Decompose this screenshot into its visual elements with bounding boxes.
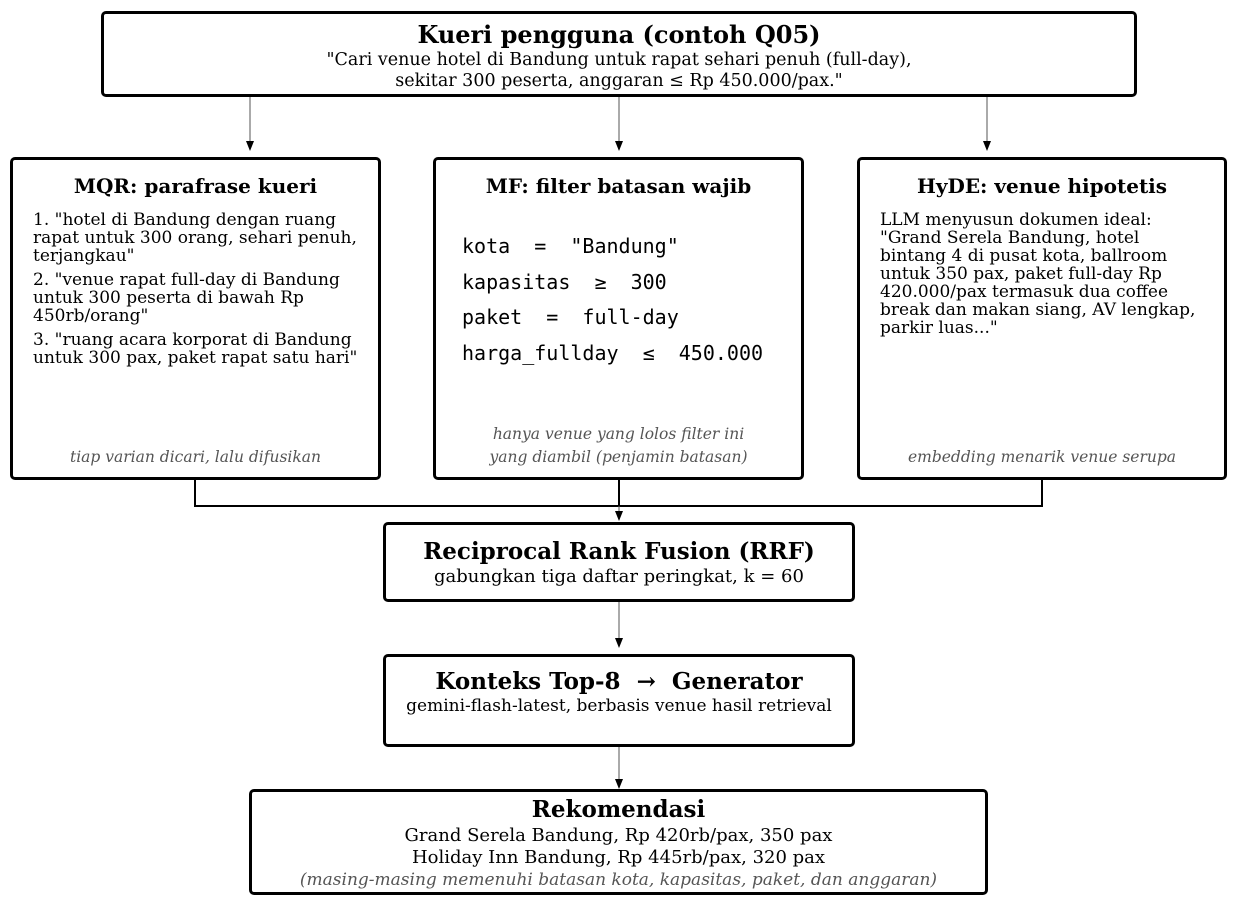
result-note: (masing-masing memenuhi batasan kota, kapasitas, paket, dan anggaran) [299,870,938,890]
mqr-variant-3: 3. "ruang acara korporat di Bandung untuk 300 pax, paket rapat satu hari" [33,330,358,368]
query-line-1: "Cari venue hotel di Bandung untuk rapat sehari penuh (full-day), [326,50,912,70]
hyde-note: embedding menarik venue serupa [907,448,1177,466]
hyde-title: HyDE: venue hipotetis [916,174,1168,198]
mqr-variant-1: 1. "hotel di Bandung dengan ruang rapat untuk 300 orang, sehari penuh, terjangkau" [33,210,357,266]
query-title: Kueri pengguna (contoh Q05) [417,20,821,49]
mf-filter-package: paket = full-day [462,305,679,329]
mf-note-line-1: hanya venue yang lolos filter ini [492,425,745,443]
result-line-1: Grand Serela Bandung, Rp 420rb/pax, 350 pax [404,825,833,846]
mf-filter-capacity: kapasitas ≥ 300 [462,269,667,294]
mf-note-line-2: yang diambil (penjamin batasan) [489,448,748,466]
rrf-subtitle: gabungkan tiga daftar peringkat, k = 60 [434,566,804,587]
query-line-2: sekitar 300 peserta, anggaran ≤ Rp 450.000/pax." [395,71,843,91]
mf-title: MF: filter batasan wajib [485,174,752,198]
query-box [101,11,1137,97]
generator-title: Konteks Top-8 → Generator [435,668,803,695]
result-title: Rekomendasi [531,796,706,823]
result-line-2: Holiday Inn Bandung, Rp 445rb/pax, 320 pax [411,847,826,868]
mqr-variant-list [13,211,378,367]
mf-box [433,157,804,480]
hyde-hypothetical-document: LLM menyusun dokumen ideal: "Grand Serela Bandung, hotel bintang 4 di pusat kota, ballroom untuk 350 pax, paket full-day Rp 420.000/pax termasuk dua coffee break dan makan siang, AV lengkap, parkir luas..." [880,210,1196,338]
mqr-title: MQR: parafrase kueri [73,174,318,198]
generator-box [383,654,855,747]
mqr-variant-2: 2. "venue rapat full-day di Bandung untuk 300 peserta di bawah Rp 450rb/orang" [33,270,340,326]
mf-filter-price: harga_fullday ≤ 450.000 [462,340,764,365]
mf-filter-list [436,229,801,371]
hyde-box [857,157,1227,480]
mqr-note: tiap varian dicari, lalu difusikan [69,448,321,466]
result-box [249,789,988,895]
mf-filter-city: kota = "Bandung" [462,234,679,258]
mqr-box [10,157,381,480]
generator-subtitle: gemini-flash-latest, berbasis venue hasil retrieval [406,696,832,716]
rrf-title: Reciprocal Rank Fusion (RRF) [423,538,815,565]
rrf-box [383,522,855,602]
